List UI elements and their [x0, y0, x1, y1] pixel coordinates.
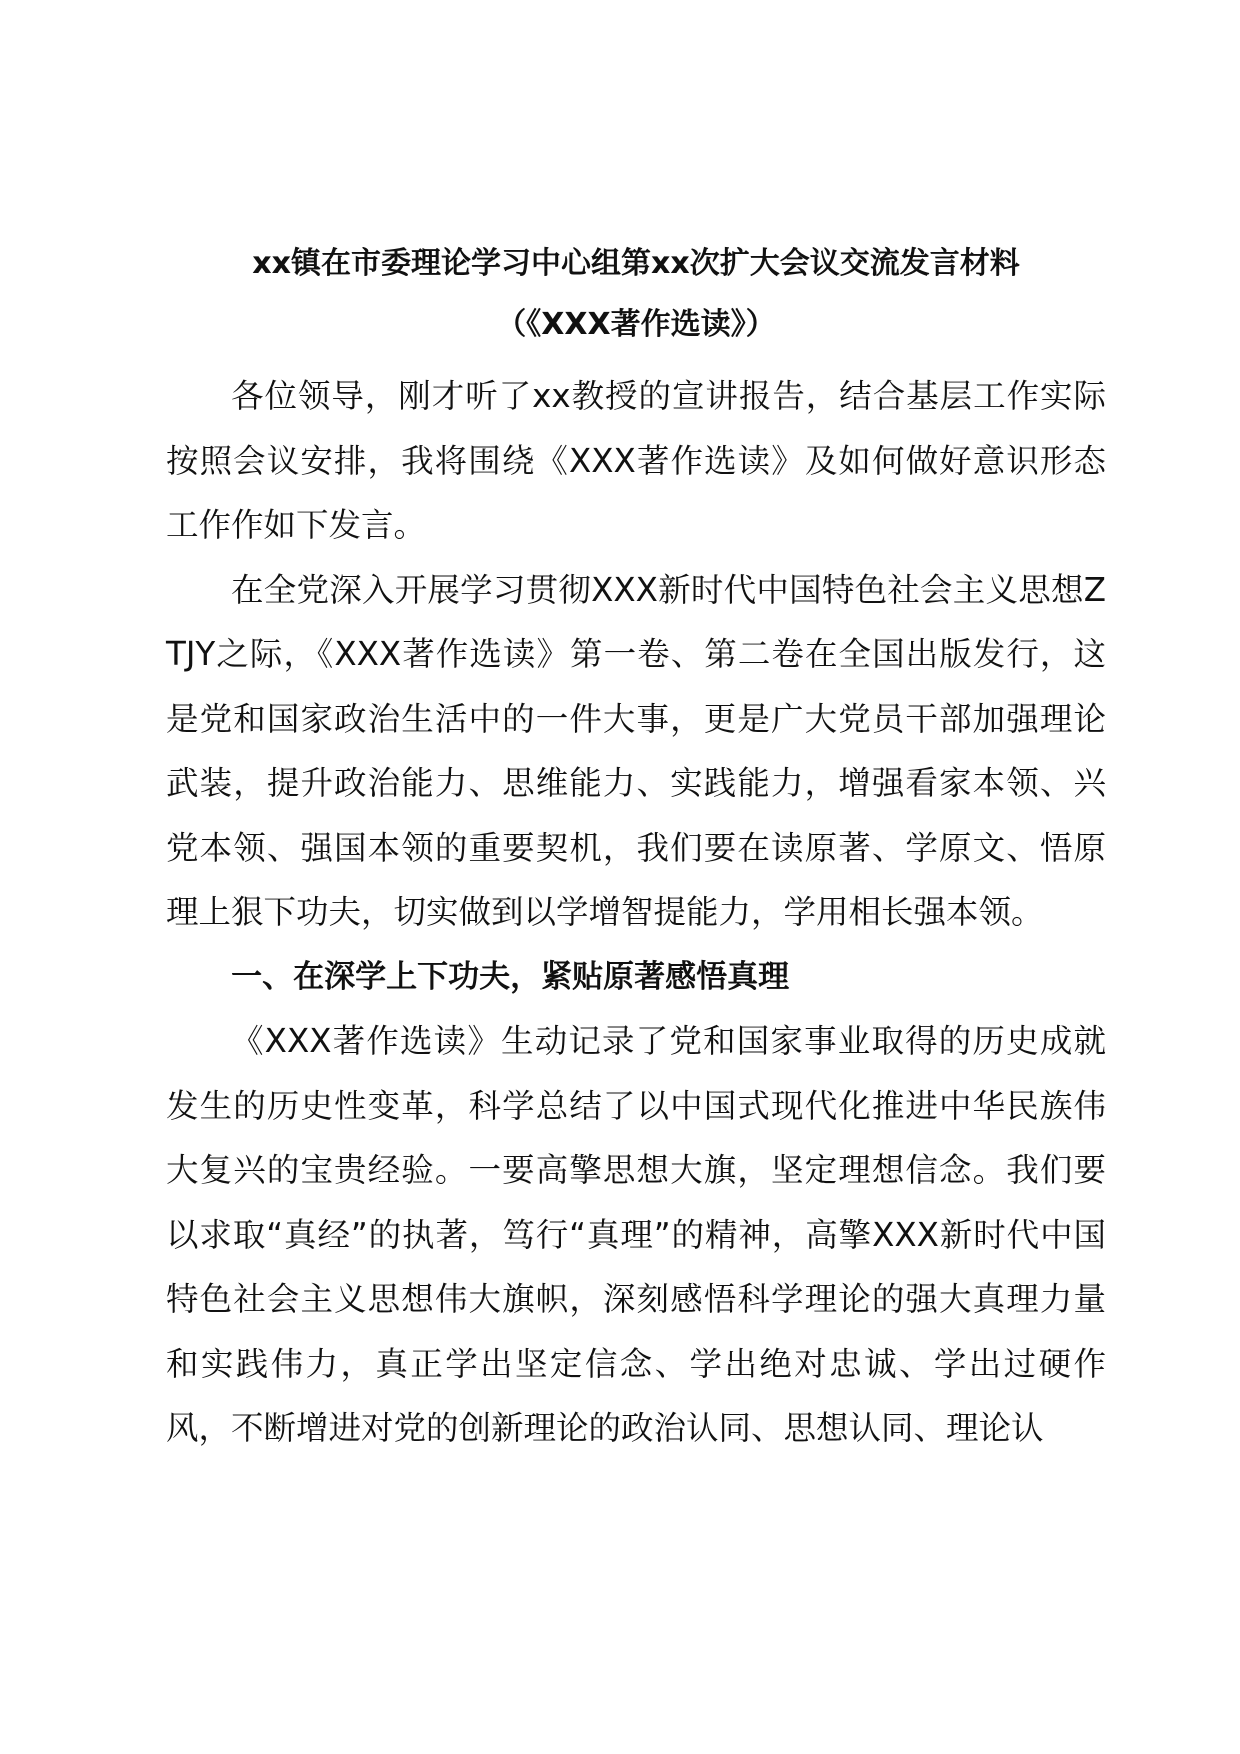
title-line-2: （《XXX著作选读》） [496, 307, 776, 342]
document-content [166, 248, 1106, 1461]
section-1-paragraph: 《XXX著作选读》生动记录了党和国家事业取得的历史成就发生的历史性变革，科学总结了以中国式现代化推进中华民族伟大复兴的宝贵经验。一要高擎思想大旗，坚定理想信念。我们要以求取“真经”的执著，笃行“真理”的精神，高擎XXX新时代中国特色社会主义思想伟大旗帜，深刻感悟科学理论的强大真理力量和实践伟力，真正学出坚定信念、学出绝对忠诚、学出过硬作风，不断增进对党的创新理论的政治认同、思想认同、理论认 [166, 1022, 1106, 1447]
section-heading-1: 一、在深学上下功夫，紧贴原著感悟真理 [231, 958, 790, 995]
opening-paragraph: 各位领导，刚才听了xx教授的宣讲报告，结合基层工作实际按照会议安排，我将围绕《XXX著作选读》及如何做好意识形态工作作如下发言。 [166, 377, 1106, 544]
document-title [166, 248, 1106, 341]
title-line-1: xx镇在市委理论学习中心组第xx次扩大会议交流发言材料 [252, 246, 1020, 281]
context-paragraph: 在全党深入开展学习贯彻XXX新时代中国特色社会主义思想ZTJY之际，《XXX著作选读》第一卷、第二卷在全国出版发行，这是党和国家政治生活中的一件大事，更是广大党员干部加强理论武装，提升政治能力、思维能力、实践能力，增强看家本领、兴党本领、强国本领的重要契机，我们要在读原著、学原文、悟原理上狠下功夫，切实做到以学增智提能力，学用相长强本领。 [166, 570, 1106, 931]
